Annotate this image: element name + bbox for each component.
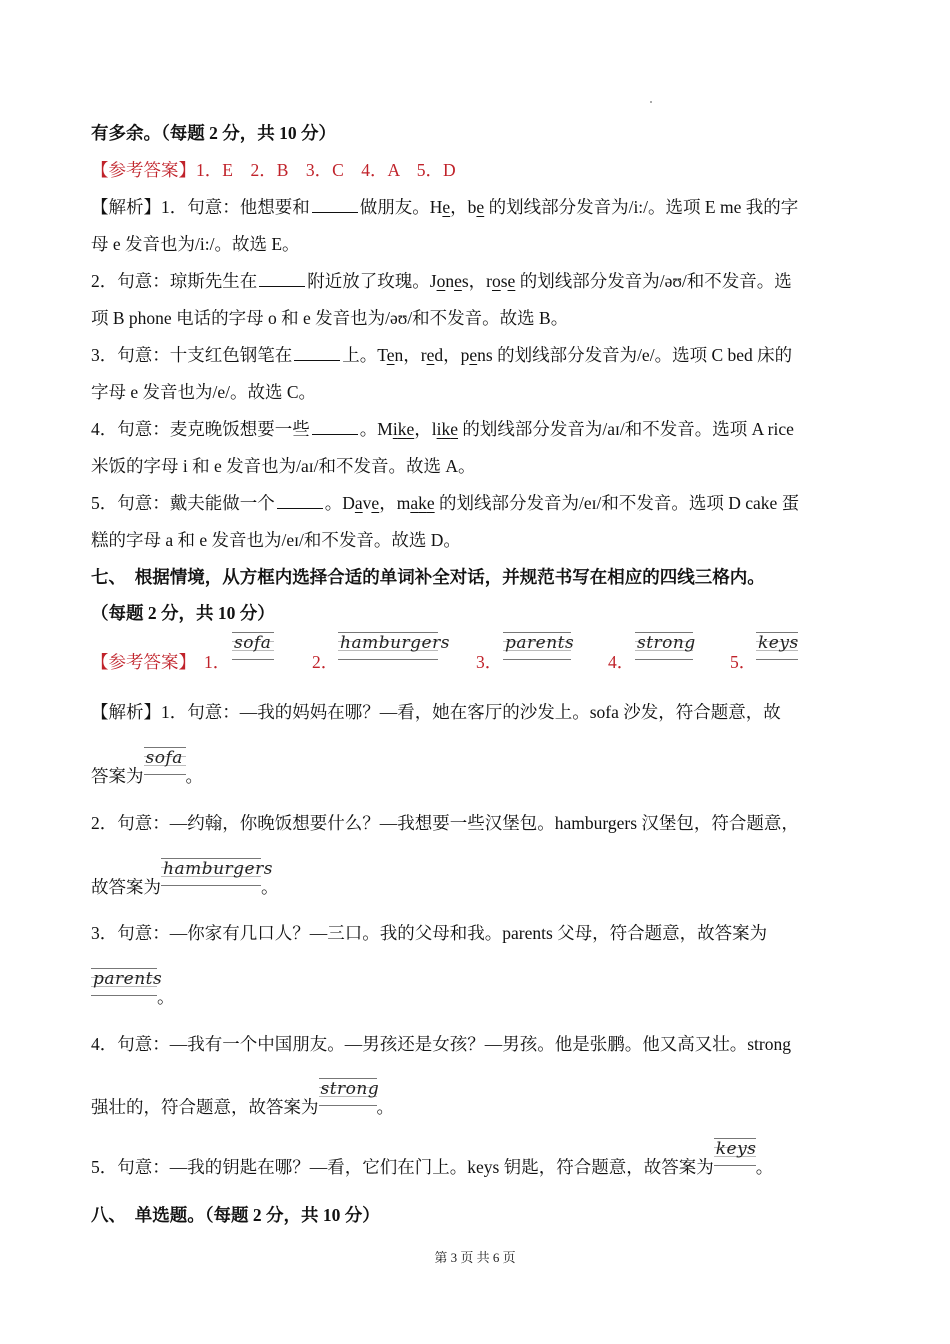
text: n [445, 271, 455, 291]
explanation-line [91, 194, 798, 219]
underlined-letter: i [392, 419, 398, 439]
explanation-label: 【解析】 [91, 197, 161, 217]
text: s [500, 271, 508, 291]
explanation-line: 糕的字母 a 和 e 发音也为/eɪ/和不发音。故选 D。 [91, 530, 461, 550]
explanation-line: 字母 e 发音也为/e/。故选 C。 [91, 382, 317, 402]
text: 的划线部分发音为/eɪ/和不发音。选项 D cake 蛋 [434, 493, 800, 513]
explanation-line [91, 490, 799, 515]
underlined-letter: a [410, 493, 419, 513]
handwritten-word [91, 966, 163, 1000]
explanation-line [91, 856, 279, 898]
page-footer: 第 3 页 共 6 页 [434, 1250, 516, 1265]
text: v [362, 493, 372, 513]
blank [312, 433, 358, 435]
underlined-letter: k [441, 419, 451, 439]
text: 做朋友。H [359, 197, 443, 217]
handwritten-text: strong [320, 1079, 380, 1099]
explanation-label: 【解析】 [91, 702, 161, 722]
explanation-line [91, 745, 203, 787]
handwritten-word [503, 630, 575, 664]
text: 。 [376, 1097, 394, 1118]
underlined-letter: o [436, 271, 446, 291]
text: 4．句意：麦克晚饭想要一些 [91, 419, 310, 439]
handwritten-word [714, 1136, 756, 1170]
text: ns 的划线部分发音为/e/。选项 C bed 床的 [477, 345, 793, 365]
text: s，r [461, 271, 492, 291]
handwritten-word [144, 745, 186, 779]
text: 故答案为 [91, 877, 161, 898]
handwritten-text: sofa [145, 748, 183, 768]
section-7-score: （每题 2 分，共 10 分） [91, 603, 275, 623]
handwritten-text: hamburgers [163, 859, 273, 879]
explanation-line [91, 699, 781, 724]
handwritten-text: keys [715, 1139, 757, 1159]
underlined-letter: e [426, 345, 435, 365]
blank [294, 359, 340, 361]
text: 3．句意：十支红色钢笔在 [91, 345, 293, 365]
speck [650, 101, 652, 103]
underlined-letter: e [386, 345, 395, 365]
text: 1．句意：—我的妈妈在哪？—看，她在客厅的沙发上。sofa 沙发，符合题意，故 [161, 702, 781, 722]
handwritten-text: keys [758, 633, 799, 653]
answer-number: 2． [312, 652, 339, 672]
handwritten-text: hamburgers [340, 633, 450, 653]
text: ，b [450, 197, 477, 217]
handwritten-text: parents [93, 969, 163, 989]
answer-label-7: 【参考答案】 [91, 652, 196, 672]
text: 。 [261, 877, 279, 898]
underlined-letter: o [491, 271, 501, 291]
handwritten-word [161, 856, 273, 890]
text: d，p [434, 345, 470, 365]
underlined-letter: e [469, 345, 478, 365]
text: 。 [157, 987, 175, 1008]
handwritten-text: parents [505, 633, 575, 653]
text: 2．句意：琼斯先生在 [91, 271, 258, 291]
blank [312, 211, 358, 213]
explanation-line: 2．句意：—约翰，你晚饭想要什么？—我想要一些汉堡包。hamburgers 汉堡包，符合题意， [91, 813, 799, 833]
text: ，l [414, 419, 437, 439]
explanation-line [91, 416, 794, 441]
explanation-line [91, 1136, 774, 1178]
underlined-letter: e [476, 197, 485, 217]
underlined-letter: i [436, 419, 442, 439]
text: 的划线部分发音为/əʊ/和不发音。选 [515, 271, 792, 291]
handwritten-word [232, 630, 274, 664]
answer-number: 5． [730, 652, 757, 672]
underlined-letter: e [426, 493, 435, 513]
text: 答案为 [91, 766, 144, 787]
answer-number: 3． [476, 652, 503, 672]
explanation-line: 米饭的字母 i 和 e 发音也为/aɪ/和不发音。故选 A。 [91, 456, 476, 476]
text: 。 [755, 1157, 774, 1178]
explanation-line [91, 268, 792, 293]
text: 。M [359, 419, 393, 439]
explanation-line [91, 1076, 394, 1118]
underlined-letter: a [354, 493, 363, 513]
explanation-line: 项 B phone 电话的字母 o 和 e 发音也为/əʊ/和不发音。故选 B。 [91, 308, 569, 328]
text: 5．句意：—我的钥匙在哪？—看，它们在门上。keys 钥匙，符合题意，故答案为 [91, 1157, 714, 1178]
handwritten-word [338, 630, 450, 664]
underlined-letter: e [406, 419, 415, 439]
handwritten-text: sofa [234, 633, 272, 653]
handwritten-text: strong [637, 633, 696, 653]
underlined-letter: e [450, 419, 458, 439]
text: 1．句意：他想要和 [161, 197, 310, 217]
text: 强壮的，符合题意，故答案为 [91, 1097, 319, 1118]
section-intro-tail: 有多余。（每题 2 分，共 10 分） [91, 123, 336, 143]
text: 附近放了玫瑰。J [307, 271, 437, 291]
underlined-letter: e [507, 271, 516, 291]
explanation-line: 母 e 发音也为/i:/。故选 E。 [91, 234, 300, 254]
blank [277, 507, 323, 509]
text: n，r [394, 345, 427, 365]
text: 的划线部分发音为/i:/。选项 E me 我的字 [484, 197, 799, 217]
section-7-title: 七、 根据情境，从方框内选择合适的单词补全对话，并规范书写在相应的四线三格内。 [91, 567, 765, 587]
underlined-letter: e [442, 197, 451, 217]
text: 。D [324, 493, 355, 513]
answer-label: 【参考答案】 [91, 160, 196, 180]
underlined-letter: e [371, 493, 380, 513]
section-8-title: 八、 单选题。（每题 2 分，共 10 分） [91, 1205, 380, 1225]
underlined-letter: k [397, 419, 407, 439]
underlined-letter: k [418, 493, 427, 513]
text: 上。T [342, 345, 387, 365]
answer-key-6 [91, 157, 456, 182]
underlined-letter: e [454, 271, 462, 291]
explanation-line: 4．句意：—我有一个中国朋友。—男孩还是女孩？—男孩。他是张鹏。他又高又壮。strong [91, 1034, 791, 1054]
answer-number: 4． [608, 652, 635, 672]
text: 。 [185, 766, 203, 787]
text: ，m [379, 493, 411, 513]
explanation-line [91, 966, 175, 1008]
answer-number: 1． [204, 652, 231, 672]
handwritten-word [635, 630, 696, 664]
text: 5．句意：戴夫能做一个 [91, 493, 275, 513]
answer-values: 1．E 2．B 3．C 4．A 5．D [196, 160, 456, 180]
text: 的划线部分发音为/aɪ/和不发音。选项 A rice [458, 419, 794, 439]
explanation-line [91, 342, 792, 367]
blank [259, 285, 305, 287]
handwritten-word [319, 1076, 380, 1110]
handwritten-word [756, 630, 798, 664]
explanation-line: 3．句意：—你家有几口人？—三口。我的父母和我。parents 父母，符合题意，故答案为 [91, 923, 768, 943]
